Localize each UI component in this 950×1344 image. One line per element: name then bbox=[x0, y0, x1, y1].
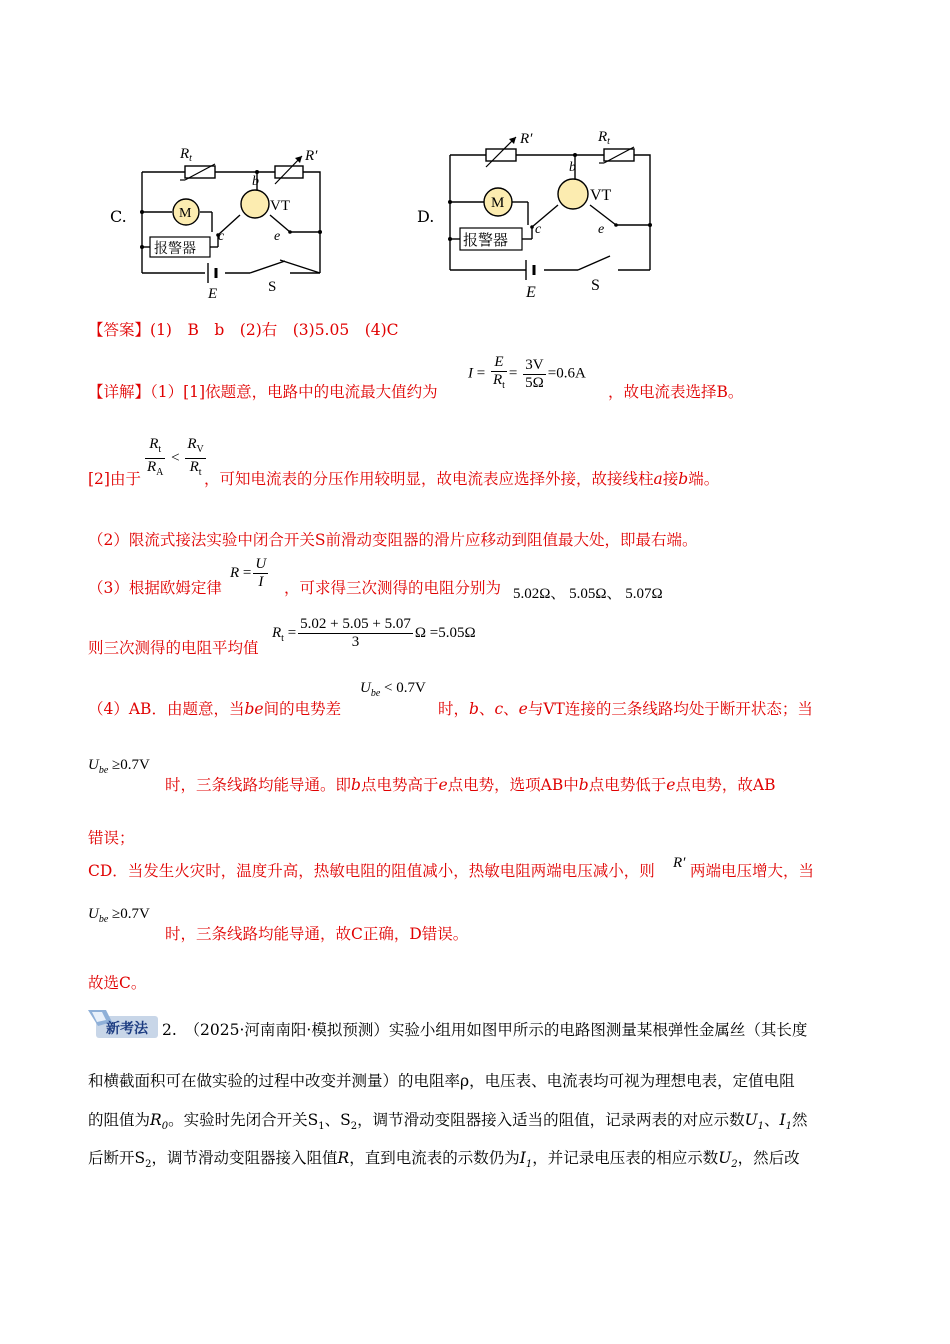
detail-p9-a: CD．当发生火灾时，温度升高，热敏电阻的阻值减小，热敏电阻两端电压减小，则 bbox=[88, 862, 655, 880]
svg-text:报警器: 报警器 bbox=[463, 231, 509, 249]
svg-text:R′: R′ bbox=[520, 131, 533, 147]
resistance-values: 5.02Ω、 5.05Ω、 5.07Ω bbox=[513, 586, 663, 602]
eq5-rel: < 0.7V bbox=[384, 680, 426, 696]
detail-p6-b bbox=[438, 697, 813, 719]
detail-p7-text-g: 点电势低于 bbox=[588, 776, 667, 794]
q-line3-a: 的阻值为 bbox=[88, 1111, 151, 1129]
detail-p6-text-i: e bbox=[518, 700, 528, 718]
detail-p6-text-c: 间的电势差 bbox=[263, 700, 342, 718]
equation-ube-geq-2 bbox=[88, 906, 150, 925]
detail-p3: （2）限流式接法实验中闭合开关S前滑动变阻器的滑片应移动到阻值最大处，即最右端。 bbox=[88, 531, 698, 549]
detail-p7-text-a: 时，三条线路均能导通。即 bbox=[165, 776, 352, 794]
detail-p6-text-e: b bbox=[469, 700, 479, 718]
q-line3-f: 然 bbox=[792, 1111, 808, 1129]
rprime-symbol: R′ bbox=[673, 855, 686, 871]
detail-p7-text-c: 点电势高于 bbox=[360, 776, 439, 794]
detail-p2-text-f: 端。 bbox=[688, 470, 720, 488]
svg-text:b: b bbox=[569, 160, 576, 175]
eq3-lhs: R bbox=[230, 564, 240, 581]
eq4-lhs: R bbox=[272, 624, 282, 641]
detail-p1-end: ，故电流表选择B。 bbox=[608, 383, 744, 401]
detail-p2-text-e: b bbox=[678, 470, 689, 488]
eq1-num: E bbox=[491, 354, 507, 372]
detail-p2-text-d: 接 bbox=[662, 470, 679, 488]
q-line3-r0: R bbox=[150, 1111, 162, 1129]
q-line3-s2: 2 bbox=[350, 1121, 358, 1133]
detail-p6-text-a: （4）AB．由题意，当 bbox=[88, 700, 245, 718]
eq4-den: 3 bbox=[351, 634, 360, 650]
q-line4-a: 后断开S bbox=[88, 1149, 146, 1167]
q-line3-u1-sub: 1 bbox=[757, 1121, 765, 1133]
detail-p5-a: 则三次测得的电阻平均值 bbox=[88, 639, 259, 657]
q-line3-u1: U bbox=[744, 1111, 758, 1129]
detail-p2-text-b: ，可知电流表的分压作用较明显，故电流表应选择外接，故接线柱 bbox=[204, 470, 654, 488]
equation-ohms-law: R = $\frac{U}{I}$ bbox=[230, 556, 267, 590]
equation-current-max: I = $\frac{E}{R_t}$ = $\frac{3V}{5\Omega}$ =0.6A bbox=[468, 354, 586, 391]
equation-average-resistance: $R_t$ = $\frac{5.02 + 5.05 + 5.07}{3}$ Ω =5.05Ω bbox=[272, 616, 476, 650]
transistor-vt bbox=[558, 179, 588, 209]
eq1-den2: 5Ω bbox=[525, 374, 544, 391]
question-line-2: 和横截面积可在做实验的过程中改变并测量）的电阻率ρ，电压表、电流表均可视为理想电表，定值电阻 bbox=[88, 1072, 795, 1090]
detail-p7-text-f: b bbox=[578, 776, 589, 794]
eq6-rel: ≥0.7V bbox=[112, 757, 150, 773]
eq2-d2: R bbox=[189, 459, 199, 475]
q-line3-e: 、 bbox=[764, 1111, 780, 1129]
detail-p6-a bbox=[88, 697, 341, 719]
transistor-vt bbox=[241, 190, 269, 218]
eq7-sym: U bbox=[88, 906, 99, 922]
detail-p6-text-h: 、 bbox=[503, 700, 519, 718]
eq5-sub: be bbox=[370, 688, 381, 699]
detail-p7-text-e: 点电势，选项AB中 bbox=[447, 776, 579, 794]
detail-p6-text-g: c bbox=[494, 700, 504, 718]
svg-text:E: E bbox=[208, 286, 218, 302]
eq2-n2: R bbox=[187, 436, 197, 452]
svg-text:c: c bbox=[218, 229, 225, 244]
eq2-n1: R bbox=[149, 436, 159, 452]
eq1-den-sub: t bbox=[502, 380, 505, 391]
variable-resistor-rprime bbox=[275, 166, 303, 178]
detail-p7-text-b: b bbox=[351, 776, 361, 794]
question-line-1: 2. （2025·河南南阳·模拟预测）实验小组用如图甲所示的电路图测量某根弹性金属丝（其长度 bbox=[162, 1021, 808, 1039]
eq2-n2-sub: V bbox=[196, 444, 204, 455]
answer-text: (1) B b (2)右 (3)5.05 (4)C bbox=[150, 321, 399, 339]
svg-text:e: e bbox=[598, 222, 605, 237]
detail-p7-text-d: e bbox=[438, 776, 448, 794]
detail-p10: 时，三条线路均能导通，故C正确，D错误。 bbox=[165, 925, 469, 943]
detail-p11: 故选C。 bbox=[88, 974, 147, 992]
eq3-den: I bbox=[258, 574, 264, 590]
svg-text:c: c bbox=[535, 222, 542, 237]
eq1-lhs: I bbox=[468, 365, 473, 382]
detail-p7 bbox=[165, 773, 775, 795]
q-line4-e: ，然后改 bbox=[737, 1149, 800, 1167]
q-line3-c: 、S bbox=[324, 1111, 351, 1129]
svg-text:Rt: $R_t$ bbox=[180, 146, 192, 164]
eq1-den: R bbox=[492, 372, 503, 388]
eq1-num2: 3V bbox=[523, 357, 546, 375]
detail-p4-b: ，可求得三次测得的电阻分别为 bbox=[284, 579, 502, 597]
eq2-d1-sub: A bbox=[156, 467, 164, 478]
detail-p6-text-f: 、 bbox=[478, 700, 495, 718]
equation-ube-less bbox=[360, 680, 426, 699]
svg-text:新考法: 新考法 bbox=[106, 1021, 148, 1037]
detail-p6-text-j: 与VT连接的三条线路均处于断开状态；当 bbox=[527, 700, 813, 718]
svg-text:S: S bbox=[591, 277, 600, 294]
variable-resistor-rprime bbox=[486, 149, 516, 161]
eq2-d1: R bbox=[147, 459, 157, 475]
q-line3-d: ，调节滑动变阻器接入适当的阻值，记录两表的对应示数 bbox=[357, 1111, 745, 1129]
eq1-rhs: =0.6A bbox=[547, 365, 586, 382]
svg-text:e: e bbox=[274, 229, 281, 244]
eq2-d2-sub: t bbox=[198, 467, 202, 478]
svg-text:报警器: 报警器 bbox=[154, 241, 196, 257]
option-d-label: D. bbox=[417, 207, 435, 226]
equation-ube-geq-1 bbox=[88, 757, 150, 776]
svg-text:b: b bbox=[252, 174, 259, 189]
detail-p8: 错误； bbox=[88, 829, 135, 847]
answer-label: 【答案】 bbox=[88, 321, 151, 339]
q-line4-i1: I bbox=[519, 1149, 526, 1167]
svg-text:VT: VT bbox=[590, 187, 612, 204]
question-line-4 bbox=[88, 1146, 800, 1170]
eq7-rel: ≥0.7V bbox=[112, 906, 150, 922]
q-line3-i1: I bbox=[779, 1111, 786, 1129]
detail-p6-text-d: 时， bbox=[438, 700, 470, 718]
detail-p4-a: （3）根据欧姆定律 bbox=[88, 579, 222, 597]
q-line4-s2: 2 bbox=[145, 1159, 152, 1171]
detail-p2 bbox=[204, 467, 719, 489]
circuit-diagram-c bbox=[130, 140, 345, 305]
q-line4-c: ，直到电流表的示数仍为 bbox=[349, 1149, 520, 1167]
detail-p2-a: [2]由于 bbox=[88, 470, 141, 488]
q-line4-d: ，并记录电压表的相应示数 bbox=[532, 1149, 719, 1167]
detail-p7-text-i: 点电势，故AB bbox=[675, 776, 776, 794]
eq4-lhs-sub: t bbox=[281, 632, 284, 644]
circuit-diagram-d bbox=[438, 125, 663, 305]
q-line4-r: R bbox=[337, 1149, 350, 1167]
svg-text:Rt: $R_t$ bbox=[598, 129, 610, 147]
eq2-op: < bbox=[171, 449, 180, 466]
eq4-num: 5.02 + 5.05 + 5.07 bbox=[300, 616, 411, 632]
q-line3-i1-sub: 1 bbox=[785, 1121, 793, 1133]
eq4-rhs: Ω =5.05Ω bbox=[414, 624, 476, 641]
detail-label: 【详解】 bbox=[88, 383, 151, 401]
eq6-sym: U bbox=[88, 757, 99, 773]
detail-p9-b: 两端电压增大，当 bbox=[690, 862, 815, 880]
q-line4-i1-sub: 1 bbox=[525, 1159, 533, 1171]
eq2-n1-sub: t bbox=[158, 444, 162, 455]
svg-text:E: E bbox=[526, 284, 536, 301]
q-line4-u2-sub: 2 bbox=[731, 1159, 738, 1171]
question-line-3 bbox=[88, 1108, 808, 1132]
detail-p6-text-b: be bbox=[244, 700, 264, 718]
eq5-sym: U bbox=[360, 680, 371, 696]
q-line4-u2: U bbox=[718, 1149, 732, 1167]
new-method-badge bbox=[88, 1010, 160, 1040]
option-c-label: C. bbox=[110, 207, 127, 226]
equation-resistance-compare bbox=[143, 436, 208, 481]
svg-text:R′: R′ bbox=[305, 148, 318, 164]
q-line4-b: ，调节滑动变阻器接入阻值 bbox=[151, 1149, 338, 1167]
detail-p2-text-c: a bbox=[653, 470, 663, 488]
svg-text:M: M bbox=[491, 195, 505, 211]
svg-text:M: M bbox=[179, 206, 192, 221]
answer-line bbox=[88, 318, 399, 340]
eq7-sub: be bbox=[98, 914, 109, 925]
detail-p1-text-a: （1）[1]依题意，电路中的电流最大值约为 bbox=[150, 383, 438, 401]
q-line3-b: 。实验时先闭合开关S bbox=[168, 1111, 319, 1129]
q-line3-s1: 1 bbox=[318, 1121, 325, 1133]
eq6-sub: be bbox=[98, 765, 109, 776]
detail-p7-text-h: e bbox=[666, 776, 676, 794]
svg-text:VT: VT bbox=[270, 198, 290, 214]
svg-text:S: S bbox=[268, 279, 277, 295]
q-line3-r0-sub: 0 bbox=[161, 1121, 169, 1133]
detail-p1 bbox=[88, 380, 438, 402]
eq3-num: U bbox=[255, 556, 267, 572]
